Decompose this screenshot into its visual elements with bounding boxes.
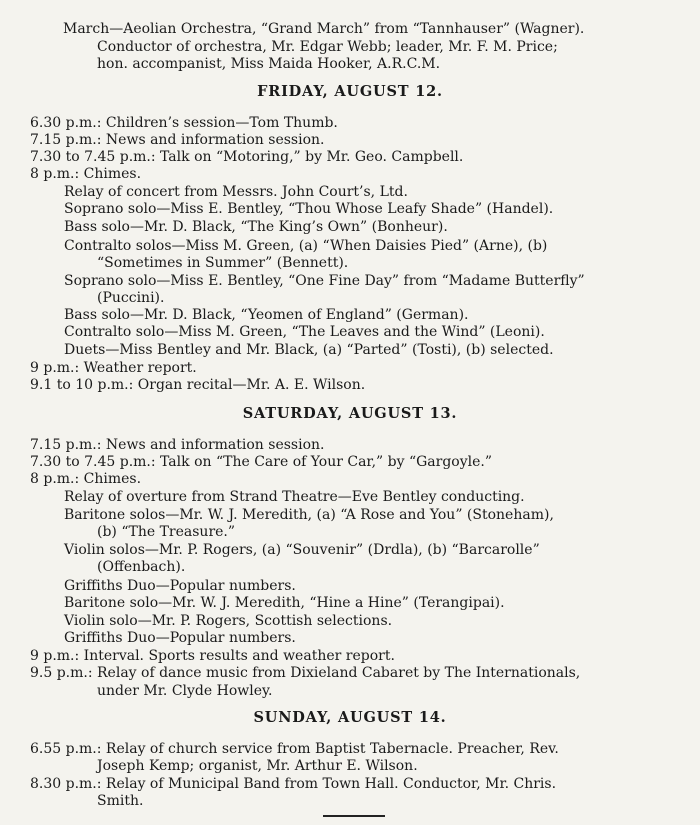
sunday-heading: SUNDAY, AUGUST 14. bbox=[253, 709, 447, 726]
schedule-line: (b) “The Treasure.” bbox=[97, 524, 236, 540]
schedule-line: Contralto solo—Miss M. Green, “The Leaves and the Wind” (Leoni). bbox=[64, 324, 545, 340]
schedule-line: 9 p.m.: Interval. Sports results and weather report. bbox=[30, 648, 395, 664]
schedule-line: 7.30 to 7.45 p.m.: Talk on “The Care of Your Car,” by “Gargoyle.” bbox=[30, 454, 493, 470]
schedule-line: Bass solo—Mr. D. Black, “Yeomen of England” (German). bbox=[64, 307, 469, 323]
schedule-line: 8 p.m.: Chimes. bbox=[30, 471, 142, 487]
schedule-line: Baritone solos—Mr. W. J. Meredith, (a) “A Rose and You” (Stoneham), bbox=[64, 507, 554, 523]
schedule-line: Soprano solo—Miss E. Bentley, “Thou Whose Leafy Shade” (Handel). bbox=[64, 201, 554, 217]
schedule-line: Violin solos—Mr. P. Rogers, (a) “Souvenir” (Drdla), (b) “Barcarolle” bbox=[64, 542, 540, 558]
section-end-rule bbox=[323, 815, 385, 817]
schedule-line: Violin solo—Mr. P. Rogers, Scottish selections. bbox=[64, 613, 393, 629]
schedule-line: Griffiths Duo—Popular numbers. bbox=[64, 630, 296, 646]
schedule-line: Contralto solos—Miss M. Green, (a) “When Daisies Pied” (Arne), (b) bbox=[64, 238, 548, 254]
schedule-line: “Sometimes in Summer” (Bennett). bbox=[97, 255, 349, 271]
schedule-line: 7.15 p.m.: News and information session. bbox=[30, 132, 325, 148]
schedule-line: Smith. bbox=[97, 793, 144, 809]
schedule-line: Relay of concert from Messrs. John Court’s, Ltd. bbox=[64, 184, 408, 200]
schedule-line: Relay of overture from Strand Theatre—Eve Bentley conducting. bbox=[64, 489, 525, 505]
schedule-line: (Puccini). bbox=[97, 290, 165, 306]
schedule-line: 8.30 p.m.: Relay of Municipal Band from Town Hall. Conductor, Mr. Chris. bbox=[30, 776, 557, 792]
schedule-line: 9 p.m.: Weather report. bbox=[30, 360, 197, 376]
schedule-line: 7.30 to 7.45 p.m.: Talk on “Motoring,” by Mr. Geo. Campbell. bbox=[30, 149, 464, 165]
schedule-line: 6.55 p.m.: Relay of church service from Baptist Tabernacle. Preacher, Rev. bbox=[30, 741, 559, 757]
schedule-line: Baritone solo—Mr. W. J. Meredith, “Hine a Hine” (Terangipai). bbox=[64, 595, 505, 611]
schedule-line: (Offenbach). bbox=[97, 559, 186, 575]
schedule-line: Soprano solo—Miss E. Bentley, “One Fine Day” from “Madame Butterfly” bbox=[64, 273, 585, 289]
schedule-line: 9.1 to 10 p.m.: Organ recital—Mr. A. E. Wilson. bbox=[30, 377, 366, 393]
schedule-line: 7.15 p.m.: News and information session. bbox=[30, 437, 325, 453]
schedule-line: Griffiths Duo—Popular numbers. bbox=[64, 578, 296, 594]
saturday-heading: SATURDAY, AUGUST 13. bbox=[242, 405, 458, 422]
schedule-line: 9.5 p.m.: Relay of dance music from Dixieland Cabaret by The Internationals, bbox=[30, 665, 581, 681]
intro-line: Conductor of orchestra, Mr. Edgar Webb; leader, Mr. F. M. Price; bbox=[97, 39, 558, 55]
schedule-line: Duets—Miss Bentley and Mr. Black, (a) “Parted” (Tosti), (b) selected. bbox=[64, 342, 554, 358]
schedule-line: 6.30 p.m.: Children’s session—Tom Thumb. bbox=[30, 115, 338, 131]
intro-line: March—Aeolian Orchestra, “Grand March” from “Tannhauser” (Wagner). bbox=[63, 21, 585, 37]
intro-line: hon. accompanist, Miss Maida Hooker, A.R.C.M. bbox=[97, 56, 441, 72]
schedule-line: Joseph Kemp; organist, Mr. Arthur E. Wilson. bbox=[97, 758, 418, 774]
schedule-line: 8 p.m.: Chimes. bbox=[30, 166, 142, 182]
friday-heading: FRIDAY, AUGUST 12. bbox=[257, 83, 443, 100]
schedule-line: Bass solo—Mr. D. Black, “The King’s Own” (Bonheur). bbox=[64, 219, 448, 235]
schedule-line: under Mr. Clyde Howley. bbox=[97, 683, 273, 699]
